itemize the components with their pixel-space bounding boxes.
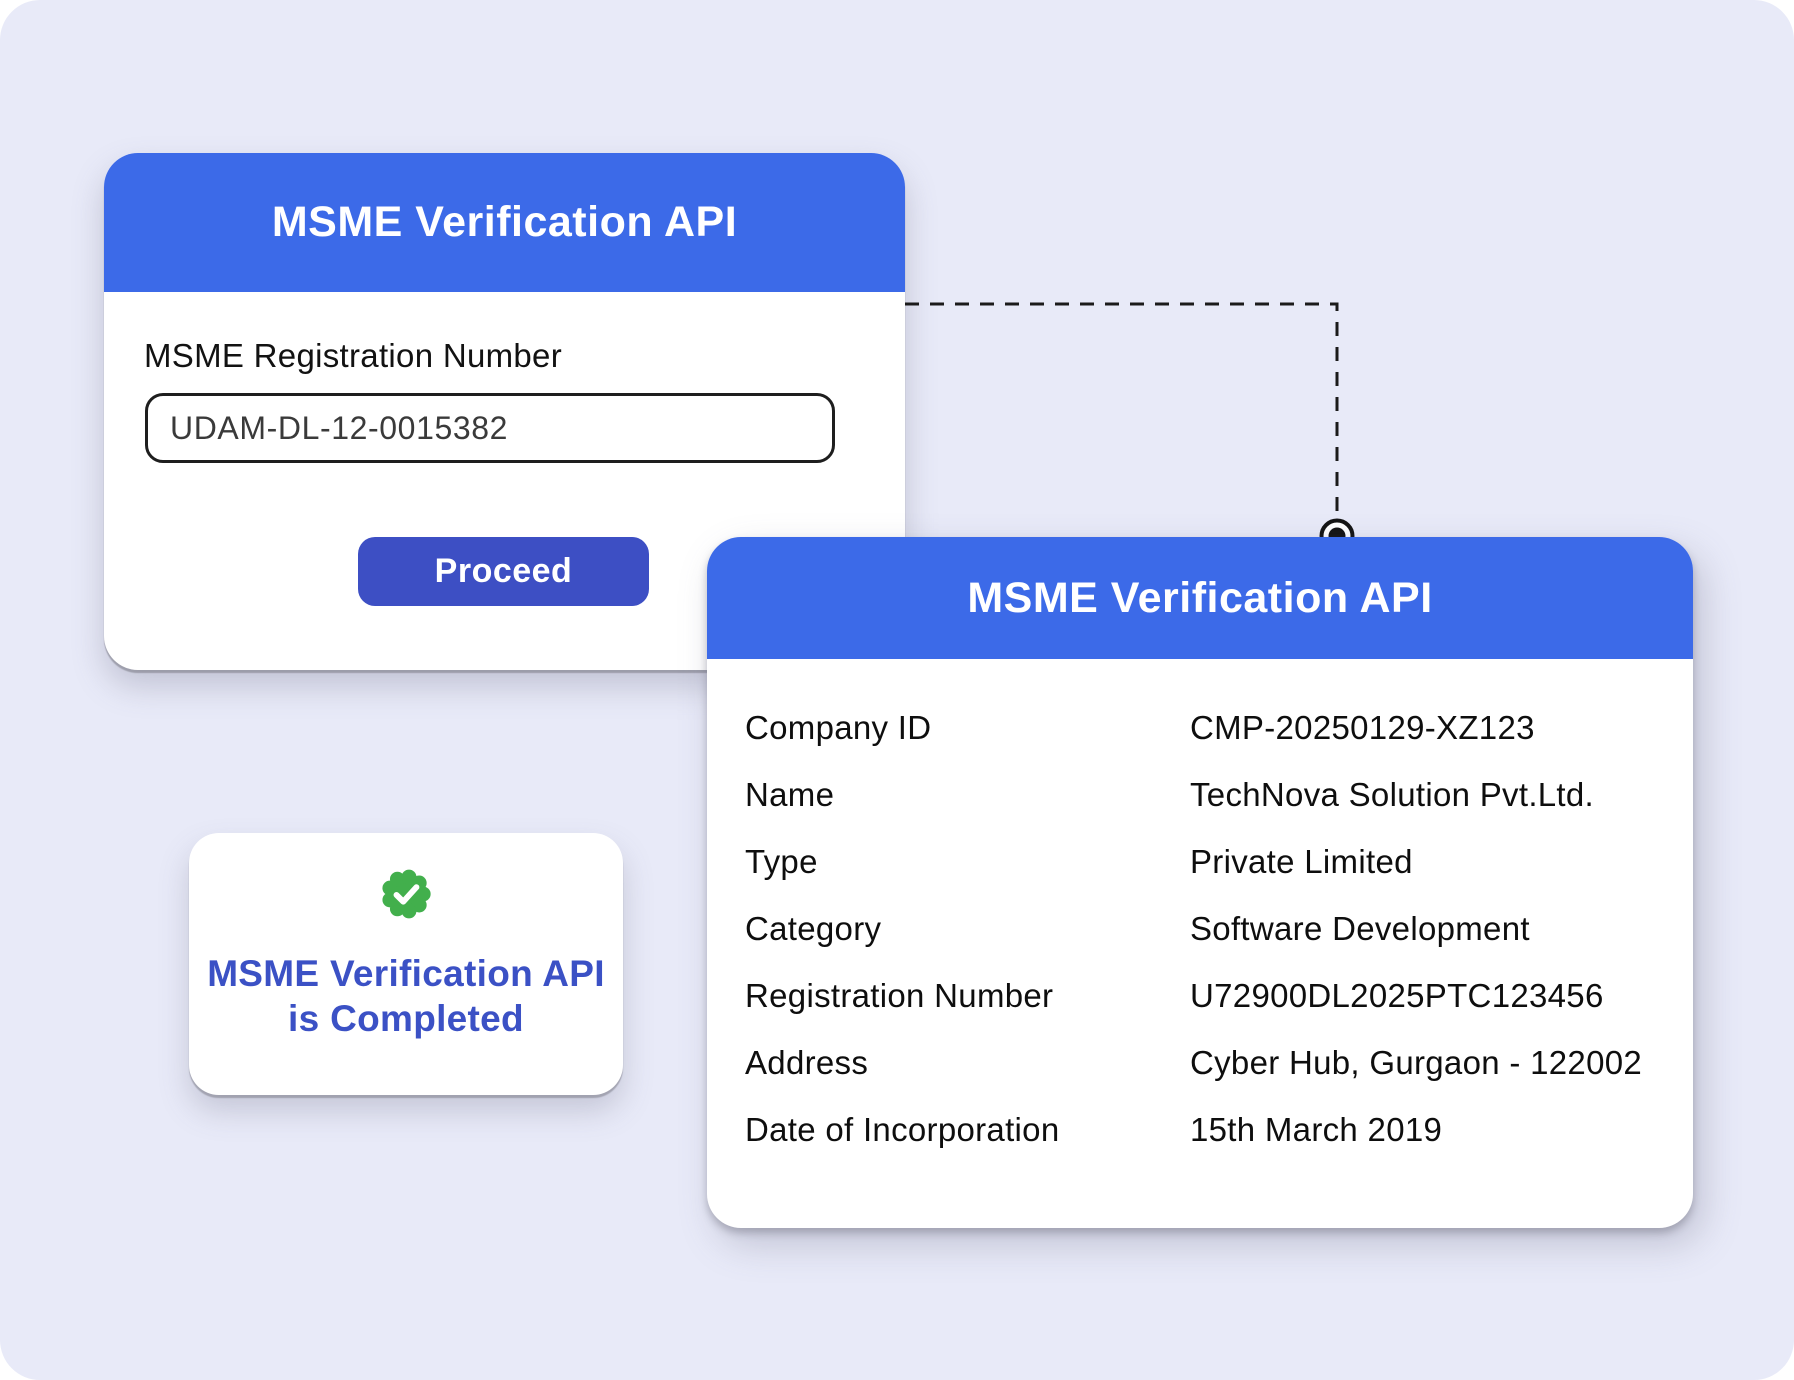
detail-value: CMP-20250129-XZ123 — [1190, 708, 1535, 746]
request-card-header — [104, 153, 905, 292]
verified-badge-icon — [377, 865, 435, 923]
response-detail-list — [745, 659, 1665, 1163]
detail-label: Name — [745, 775, 835, 813]
status-message — [189, 951, 623, 1041]
registration-number-label: MSME Registration Number — [144, 337, 562, 374]
detail-row-type — [745, 828, 1665, 895]
detail-value: U72900DL2025PTC123456 — [1190, 976, 1604, 1014]
detail-label: Type — [745, 842, 818, 880]
detail-value: Private Limited — [1190, 842, 1413, 880]
detail-row-address — [745, 1029, 1665, 1096]
proceed-button[interactable] — [358, 537, 649, 606]
detail-label: Registration Number — [745, 976, 1054, 1014]
detail-row-date-of-incorporation — [745, 1096, 1665, 1163]
detail-row-name — [745, 761, 1665, 828]
detail-label: Category — [745, 909, 882, 947]
detail-row-company-id — [745, 694, 1665, 761]
request-card-title: MSME Verification API — [271, 198, 738, 246]
response-card-header — [707, 537, 1693, 659]
status-message-line2: is Completed — [288, 998, 524, 1039]
status-card — [189, 833, 623, 1095]
detail-value: Software Development — [1190, 909, 1530, 947]
response-card — [707, 537, 1693, 1228]
status-message-line1: MSME Verification API — [207, 953, 605, 994]
registration-number-input[interactable] — [145, 393, 835, 463]
detail-value: Cyber Hub, Gurgaon - 122002 — [1190, 1043, 1643, 1081]
detail-label: Date of Incorporation — [745, 1110, 1060, 1148]
detail-value: TechNova Solution Pvt.Ltd. — [1190, 775, 1595, 813]
detail-label: Company ID — [745, 708, 932, 746]
detail-value: 15th March 2019 — [1190, 1110, 1443, 1148]
detail-row-category — [745, 895, 1665, 962]
detail-label: Address — [745, 1043, 869, 1081]
response-card-title: MSME Verification API — [967, 573, 1433, 622]
proceed-button-label: Proceed — [434, 552, 573, 590]
detail-row-registration-number — [745, 962, 1665, 1029]
